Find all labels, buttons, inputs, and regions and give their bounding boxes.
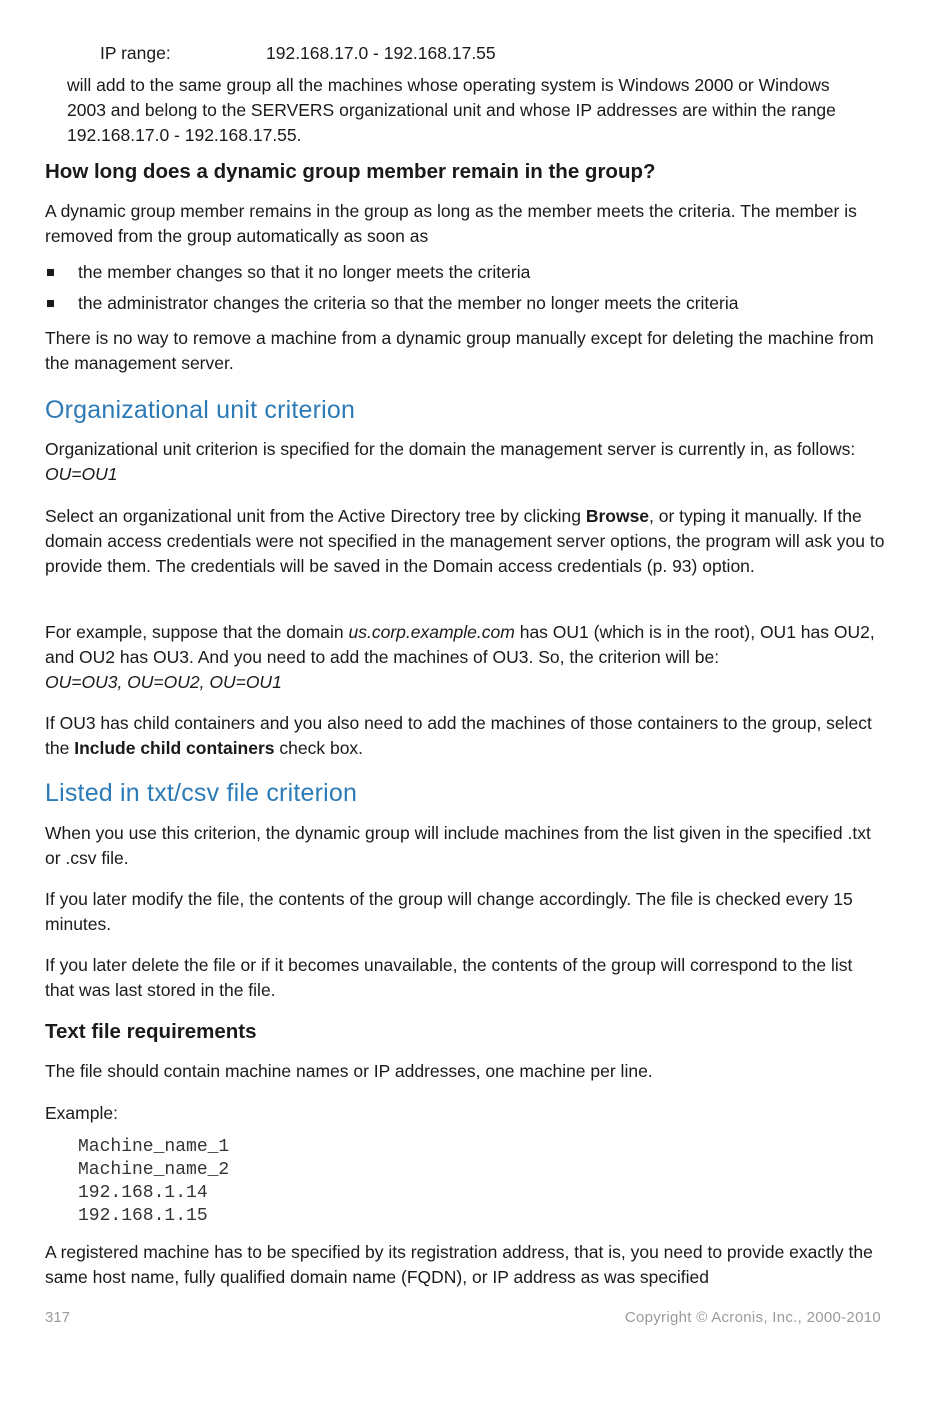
code-line: 192.168.1.14 xyxy=(78,1183,208,1203)
example-label: Example: xyxy=(45,1103,118,1123)
code-line: Machine_name_2 xyxy=(78,1160,230,1180)
section3-paragraph-1: When you use this criterion, the dynamic group will include machines from the list given in the specified .txt or .csv file. xyxy=(45,823,871,868)
intro-paragraph: will add to the same group all the machines whose operating system is Windows 2000 or Windows 2003 and belong to the SERVERS organizational unit and whose IP addresses are within the range 192.168.17.0 - 192.168.17.55. xyxy=(67,75,836,145)
ip-range-row xyxy=(100,43,496,64)
bullet-square-icon xyxy=(47,300,54,307)
code-line: Machine_name_1 xyxy=(78,1137,230,1157)
list-item: the member changes so that it no longer meets the criteria xyxy=(45,260,885,291)
section1-paragraph-2: There is no way to remove a machine from a dynamic group manually except for deleting the machine from the management server. xyxy=(45,328,874,373)
code-example-block xyxy=(78,1136,229,1228)
bullet-square-icon xyxy=(47,269,54,276)
include-child-containers-label: Include child containers xyxy=(74,738,275,758)
page-number: 317 xyxy=(45,1309,71,1326)
criteria-bullet-list xyxy=(45,260,885,322)
copyright-notice: Copyright © Acronis, Inc., 2000-2010 xyxy=(624,1309,881,1326)
heading-text-file-requirements: Text file requirements xyxy=(45,1020,257,1043)
section2-paragraph-4: If OU3 has child containers and you also need to add the machines of those containers to the group, select the Include child containers check box. xyxy=(45,713,872,758)
code-line: 192.168.1.15 xyxy=(78,1206,208,1226)
section2-paragraph-2: Select an organizational unit from the Active Directory tree by clicking Browse, or typing it manually. If the domain access credentials were not specified in the management server options, the program will ask you to provide them. The credentials will be saved in the Domain access credentials (p. 93) option. xyxy=(45,506,885,576)
ip-range-label: IP range: xyxy=(100,43,171,63)
section3-paragraph-2: If you later modify the file, the contents of the group will change accordingly. The file is checked every 15 minutes. xyxy=(45,889,853,934)
ip-range-value: 192.168.17.0 - 192.168.17.55 xyxy=(266,43,496,63)
heading-listed-in-file-criterion: Listed in txt/csv file criterion xyxy=(45,779,358,807)
section4-paragraph-1: The file should contain machine names or IP addresses, one machine per line. xyxy=(45,1061,653,1081)
section4-paragraph-2: A registered machine has to be specified by its registration address, that is, you need to provide exactly the same host name, fully qualified domain name (FQDN), or IP address as was specified xyxy=(45,1242,873,1287)
section1-paragraph-1: A dynamic group member remains in the group as long as the member meets the criteria. The member is removed from the group automatically as soon as xyxy=(45,201,857,246)
section2-paragraph-3: For example, suppose that the domain us.corp.example.com has OU1 (which is in the root), OU1 has OU2, and OU2 has OU3. And you need to add the machines of OU3. So, the criterion will be: OU=OU3, OU=OU2, OU=OU1 xyxy=(45,622,875,692)
heading-dynamic-group-membership: How long does a dynamic group member remain in the group? xyxy=(45,160,656,183)
section3-paragraph-3: If you later delete the file or if it becomes unavailable, the contents of the group will correspond to the list that was last stored in the file. xyxy=(45,955,853,1000)
heading-organizational-unit-criterion: Organizational unit criterion xyxy=(45,396,356,424)
list-item: the administrator changes the criteria so that the member no longer meets the criteria xyxy=(45,291,885,322)
browse-label: Browse xyxy=(585,506,650,526)
section2-paragraph-1: Organizational unit criterion is specified for the domain the management server is currently in, as follows: OU=OU1 xyxy=(45,439,856,484)
